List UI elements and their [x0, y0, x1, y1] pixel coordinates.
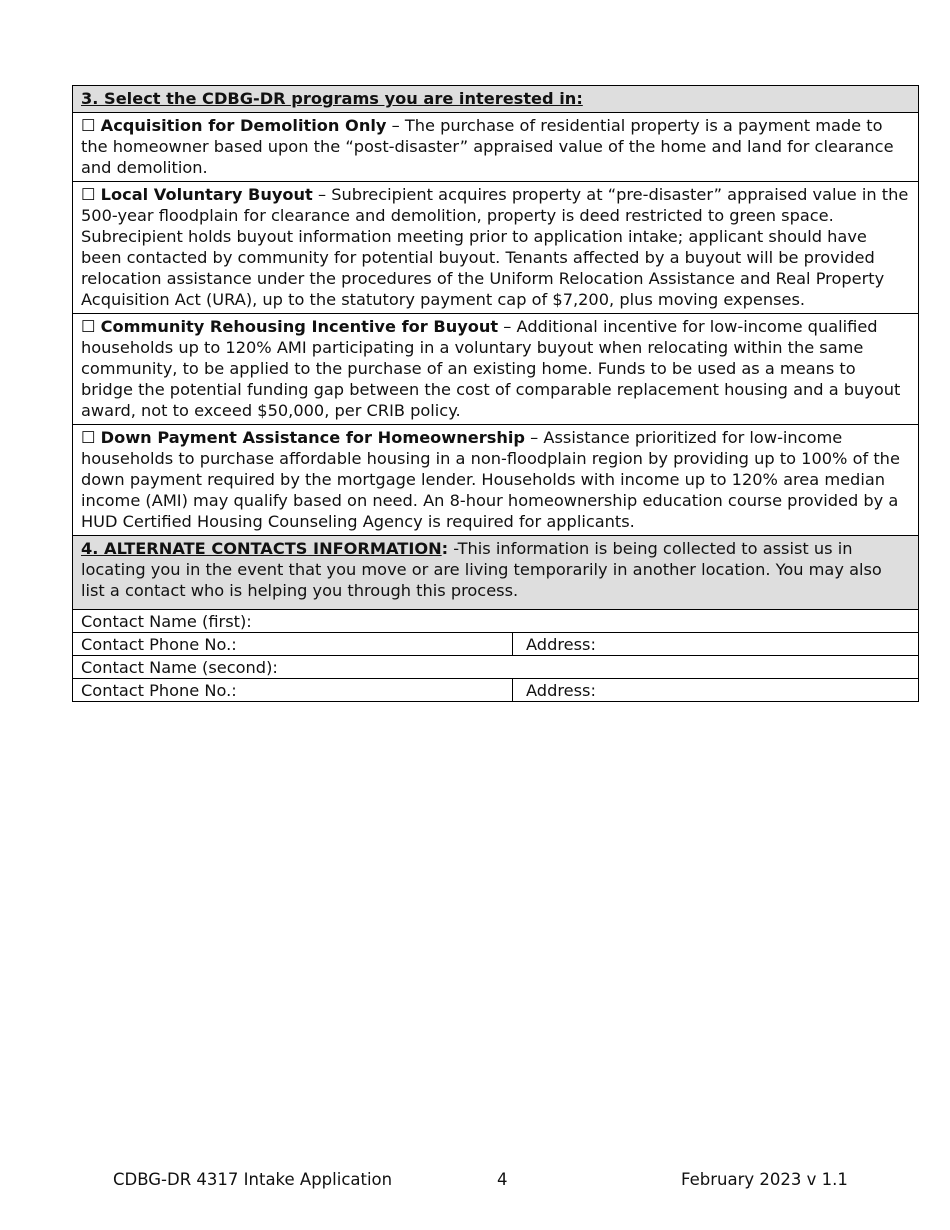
program-row-acquisition — [73, 113, 919, 182]
contact2-address-field[interactable] — [513, 679, 919, 702]
program-description: – Subrecipient acquires property at “pre-disaster” appraised value in the 500-year floodplain for clearance and demolition, property is deed restricted to green space. Subrecipient holds buyout information meeting prior to application intake; applicant should have been contacted by community for potential buyout. Tenants affected by a buyout will be provided relocation assistance under the procedures of the Uniform Relocation Assistance and Real Property Acquisition Act (URA), up to the statutory payment cap of $7,200, plus moving expenses. — [81, 185, 909, 309]
program-cell — [73, 425, 919, 536]
contact2-phone-row — [73, 679, 919, 702]
footer-doc-title: CDBG-DR 4317 Intake Application — [113, 1170, 393, 1189]
crib-checkbox[interactable]: ☐ — [81, 317, 96, 336]
contact1-address-field[interactable] — [513, 633, 919, 656]
contact2-address-label: Address: — [526, 681, 596, 700]
contact1-address-label: Address: — [526, 635, 596, 654]
program-row-buyout — [73, 182, 919, 314]
footer-page-number: 4 — [497, 1170, 508, 1189]
program-row-down-payment — [73, 425, 919, 536]
contact2-name-row — [73, 656, 919, 679]
program-title: Acquisition for Demolition Only — [100, 116, 387, 135]
section4-header-cell — [73, 536, 919, 610]
contact1-phone-label: Contact Phone No.: — [81, 635, 237, 654]
program-cell — [73, 314, 919, 425]
contact1-name-row — [73, 610, 919, 633]
program-title: Down Payment Assistance for Homeownership — [100, 428, 526, 447]
program-title: Community Rehousing Incentive for Buyout — [100, 317, 499, 336]
contact1-phone-row — [73, 633, 919, 656]
program-cell — [73, 113, 919, 182]
contact1-phone-field[interactable] — [73, 633, 513, 656]
section4-intro: -This information is being collected to assist us in locating you in the event that you move or are living temporarily in another location. You may also list a contact who is helping you through this process. — [81, 539, 882, 600]
program-selection-form — [72, 85, 919, 702]
acquisition-checkbox[interactable]: ☐ — [81, 116, 96, 135]
page-footer — [0, 1170, 950, 1194]
program-description: – Assistance prioritized for low-income households to purchase affordable housing in a non-floodplain region by providing up to 100% of the down payment required by the mortgage lender. Households with income up to 120% area median income (AMI) may qualify based on need. An 8-hour homeownership education course provided by a HUD Certified Housing Counseling Agency is required for applicants. — [81, 428, 900, 531]
down-payment-checkbox[interactable]: ☐ — [81, 428, 96, 447]
program-cell — [73, 182, 919, 314]
contact1-name-field[interactable] — [73, 610, 919, 633]
footer-version: February 2023 v 1.1 — [681, 1170, 848, 1189]
program-row-crib — [73, 314, 919, 425]
program-description: – Additional incentive for low-income qualified households up to 120% AMI participating in a voluntary buyout when relocating within the same community, to be applied to the purchase of an existing home. Funds to be used as a means to bridge the potential funding gap between the cost of comparable replacement housing and a buyout award, not to exceed $50,000, per CRIB policy. — [81, 317, 901, 420]
program-description: – The purchase of residential property is a payment made to the homeowner based upon the “post-disaster” appraised value of the home and land for clearance and demolition. — [81, 116, 894, 177]
contact2-name-label: Contact Name (second): — [81, 658, 278, 677]
section3-header-row — [73, 86, 919, 113]
contact1-name-label: Contact Name (first): — [81, 612, 252, 631]
section4-header-row — [73, 536, 919, 610]
section3-heading: 3. Select the CDBG-DR programs you are interested in: — [81, 89, 583, 108]
contact2-phone-label: Contact Phone No.: — [81, 681, 237, 700]
section3-header-cell — [73, 86, 919, 113]
contact2-name-field[interactable] — [73, 656, 919, 679]
buyout-checkbox[interactable]: ☐ — [81, 185, 96, 204]
contact2-phone-field[interactable] — [73, 679, 513, 702]
section4-heading-colon: : — [441, 539, 449, 558]
section4-heading: 4. ALTERNATE CONTACTS INFORMATION — [81, 539, 442, 558]
program-title: Local Voluntary Buyout — [100, 185, 313, 204]
